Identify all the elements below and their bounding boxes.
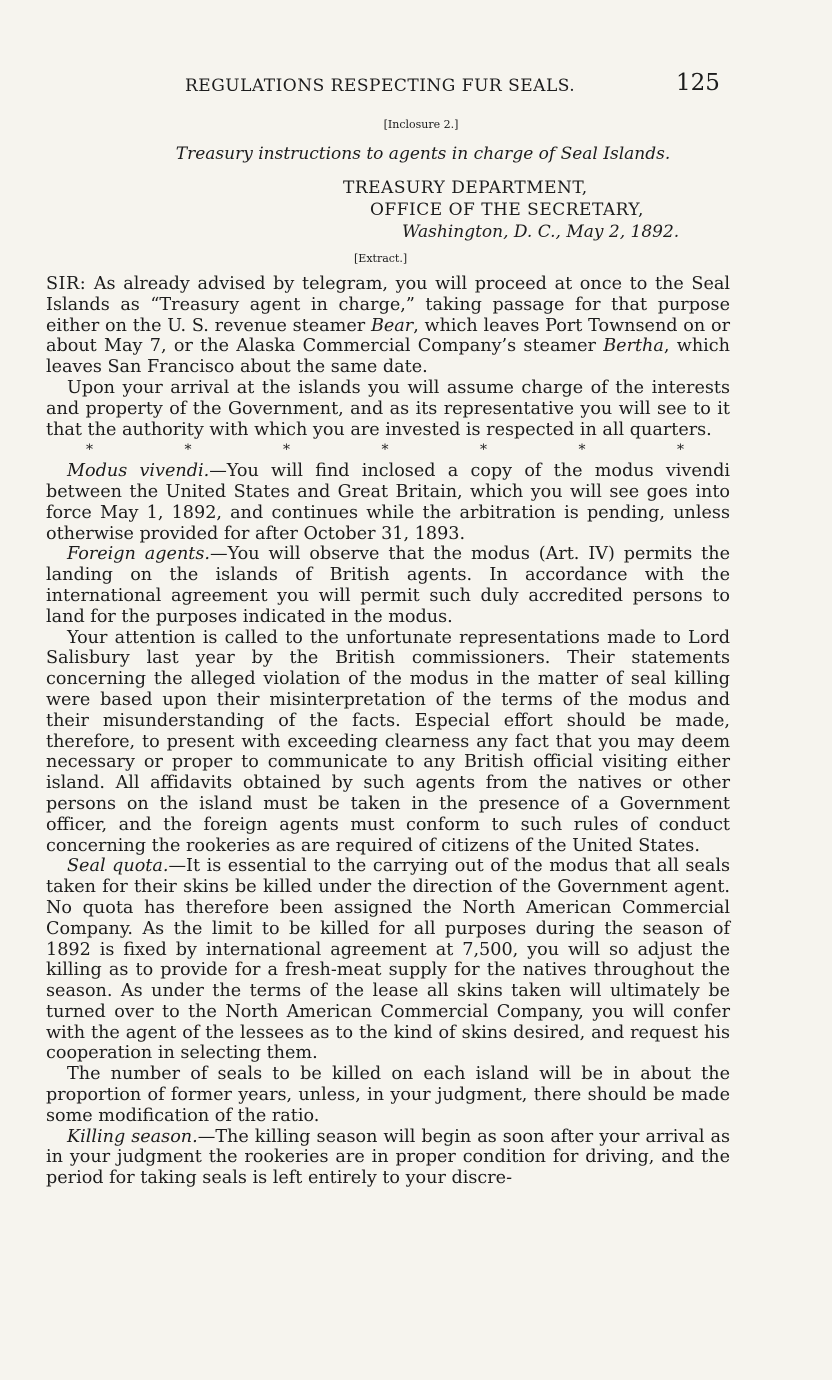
star: *: [283, 442, 290, 459]
document-heading: Treasury instructions to agents in charge of Seal Islands.: [175, 144, 671, 164]
extract-label: [Extract.]: [354, 252, 408, 265]
ellipsis-stars: [46, 440, 730, 461]
paragraph-modus-vivendi-text: —You will find inclosed a copy of the modus vivendi between the United States and Great Britain, which you will see goes into force May 1, 1892, and continues while the arbitration is pending, unless otherwise provided for after October 31, 1893.: [46, 461, 730, 544]
paragraph-5: Your attention is called to the unfortunate representations made to Lord Salisbury last year by the British commissioners. Their statements concerning the alleged violation of the modus in the matter of seal killing were based upon their misinterpretation of the terms of the modus and their misunderstanding of the facts. Especial effort should be made, therefore, to present with exceeding clearness any fact that you may deem necessary or proper to communicate to any British official visiting either island. All affidavits obtained by such agents from the natives or other persons on the island must be taken in the presence of a Government officer, and the foreign agents must conform to such rules of conduct concerning the rookeries as are required of citizens of the United States.: [46, 627, 730, 856]
paragraph-7: The number of seals to be killed on each island will be in about the proportion of former years, unless, in your judgment, there should be made some modification of the ratio.: [46, 1064, 730, 1126]
page-number: 125: [676, 70, 720, 96]
ship-name-bear: Bear: [370, 315, 414, 336]
star: *: [480, 442, 487, 459]
paragraph-1-text-a: As already advised by telegram, you will proceed at once to the Seal Islands as “Treasury agent in charge,” taking passage for that purpose either on the U. S. revenue steamer: [46, 274, 730, 336]
ship-name-bertha: Bertha: [603, 336, 664, 357]
paragraph-1-text-c: , which leaves San Francisco about the same date.: [46, 336, 730, 378]
address-line-1: TREASURY DEPARTMENT,: [343, 178, 588, 198]
paragraph-1-text-b: , which leaves Port Townsend on or about May 7, or the Alaska Commercial Company’s steamer: [46, 315, 730, 357]
star: *: [381, 442, 389, 459]
paragraph-foreign-agents: [46, 544, 730, 627]
running-head-title: REGULATIONS RESPECTING FUR SEALS.: [185, 76, 576, 96]
paragraph-seal-quota-text: —It is essential to the carrying out of the modus that all seals taken for their skins be killed under the direction of the Government agent. No quota has therefore been assigned the North American Commercial Company. As the limit to be killed for all purposes during the season of 1892 is fixed by international agreement at 7,500, you will so adjust the killing as to provide for a fresh-meat supply for the natives throughout the season. As under the terms of the lease all skins taken will ultimately be turned over to the North American Commercial Company, you will confer with the agent of the lessees as to the kind of skins desired, and request his cooperation in selecting them.: [46, 856, 730, 1064]
paragraph-1: [46, 274, 730, 378]
paragraph-killing-season: [46, 1127, 730, 1189]
star: *: [86, 442, 93, 459]
section-label-modus-vivendi: Modus vivendi.: [67, 461, 210, 482]
section-label-seal-quota: Seal quota.: [67, 856, 169, 877]
running-head: [0, 70, 832, 100]
address-line-2: OFFICE OF THE SECRETARY,: [370, 200, 644, 220]
paragraph-2: Upon your arrival at the islands you will assume charge of the interests and property of the Government, and as its representative you will see to it that the authority with which you are invested is respected in all quarters.: [46, 377, 730, 440]
star: *: [578, 442, 586, 459]
star: *: [184, 442, 192, 459]
paragraph-foreign-agents-text: —You will observe that the modus (Art. IV) permits the landing on the islands of British agents. In accordance with the international agreement you will permit such duly accredited persons to land for the purposes indicated in the modus.: [46, 544, 730, 627]
section-label-killing-season: Killing season.: [67, 1126, 198, 1147]
paragraph-seal-quota: [46, 856, 730, 1064]
paragraph-killing-season-text: —The killing season will begin as soon after your arrival as in your judgment the rookeries are in proper condition for driving, and the period for taking seals is left entirely to your discre-: [46, 1126, 730, 1189]
section-label-foreign-agents: Foreign agents.: [67, 544, 210, 565]
salutation: SIR:: [46, 274, 87, 294]
address-line-3: Washington, D. C., May 2, 1892.: [402, 222, 680, 242]
inclosure-label: [Inclosure 2.]: [383, 118, 459, 131]
paragraph-modus-vivendi: [46, 461, 730, 544]
star: *: [677, 442, 684, 459]
letter-body: [46, 274, 730, 1189]
